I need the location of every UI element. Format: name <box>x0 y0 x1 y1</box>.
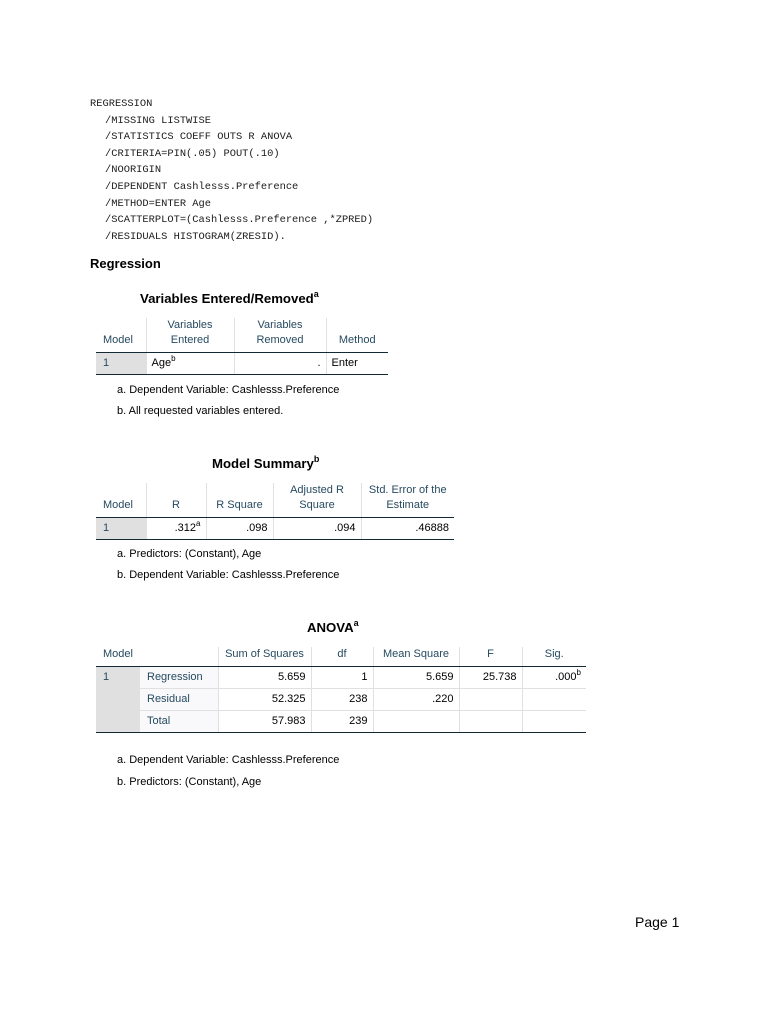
row-label-residual: Residual <box>140 689 218 711</box>
cell-df: 239 <box>311 711 373 733</box>
syntax-line: /MISSING LISTWISE <box>105 114 212 127</box>
cell-f: 25.738 <box>459 667 522 689</box>
syntax-line: /RESIDUALS HISTOGRAM(ZRESID). <box>105 230 286 243</box>
cell-sig <box>522 667 586 689</box>
variables-title-sup: a <box>313 289 319 299</box>
row-label-model: 1 <box>96 667 140 733</box>
row-label-model: 1 <box>96 353 146 375</box>
variables-entered-table <box>96 318 388 375</box>
anova-title-sup: a <box>353 618 359 628</box>
col-header-blank <box>140 647 218 667</box>
footnote: a. Dependent Variable: Cashlesss.Preference <box>117 754 340 766</box>
cell-df: 1 <box>311 667 373 689</box>
cell-ms: 5.659 <box>373 667 459 689</box>
cell-adj-r-square: .094 <box>273 518 361 540</box>
regression-syntax <box>90 96 373 245</box>
col-header-entered: Variables Entered <box>146 318 234 353</box>
section-heading: Regression <box>90 256 161 271</box>
syntax-line: /STATISTICS COEFF OUTS R ANOVA <box>105 131 293 144</box>
cell-r <box>146 518 206 540</box>
col-header-mean-square: Mean Square <box>373 647 459 667</box>
table-row <box>96 353 388 375</box>
table-row <box>96 518 454 540</box>
variables-table-title <box>140 291 319 306</box>
cell-sig <box>522 711 586 733</box>
anova-title-text: ANOVA <box>307 620 354 635</box>
col-header-df: df <box>311 647 373 667</box>
row-label-regression: Regression <box>140 667 218 689</box>
footnote: a. Predictors: (Constant), Age <box>117 548 262 560</box>
model-summary-title-sup: b <box>313 454 320 464</box>
footnote: a. Dependent Variable: Cashlesss.Preference <box>117 384 340 396</box>
col-header-model: Model <box>96 318 146 353</box>
variables-title-text: Variables Entered/Removed <box>140 291 314 306</box>
cell-sig-sup: b <box>576 668 581 677</box>
cell-df: 238 <box>311 689 373 711</box>
cell-removed: . <box>234 353 326 375</box>
model-summary-title <box>212 456 319 471</box>
syntax-line: REGRESSION <box>90 98 153 110</box>
table-row <box>96 667 586 689</box>
cell-entered-text: Age <box>151 357 172 369</box>
col-header-r: R <box>146 483 206 518</box>
col-header-adj-r-square: Adjusted R Square <box>273 483 361 518</box>
model-summary-title-text: Model Summary <box>212 456 314 471</box>
anova-title <box>307 620 359 635</box>
table-row <box>96 711 586 733</box>
page-number: Page 1 <box>635 914 680 930</box>
syntax-line: /CRITERIA=PIN(.05) POUT(.10) <box>105 147 280 160</box>
col-header-removed: Variables Removed <box>234 318 326 353</box>
cell-entered <box>146 353 234 375</box>
cell-ss: 57.983 <box>218 711 311 733</box>
table-row <box>96 689 586 711</box>
cell-ss: 52.325 <box>218 689 311 711</box>
cell-entered-sup: b <box>171 354 176 363</box>
col-header-std-error: Std. Error of the Estimate <box>361 483 454 518</box>
syntax-line: /METHOD=ENTER Age <box>105 197 212 210</box>
cell-r-square: .098 <box>206 518 273 540</box>
col-header-r-square: R Square <box>206 483 273 518</box>
row-label-total: Total <box>140 711 218 733</box>
cell-std-error: .46888 <box>361 518 454 540</box>
model-summary-table <box>96 483 454 540</box>
syntax-line: /NOORIGIN <box>105 164 162 177</box>
cell-r-text: .312 <box>174 522 197 534</box>
col-header-model: Model <box>96 483 146 518</box>
anova-table <box>96 647 586 733</box>
cell-sig <box>522 689 586 711</box>
cell-r-sup: a <box>196 519 201 528</box>
cell-f <box>459 711 522 733</box>
col-header-method: Method <box>326 318 388 353</box>
footnote: b. Dependent Variable: Cashlesss.Preference <box>117 569 340 581</box>
row-label-model: 1 <box>96 518 146 540</box>
footnote: b. All requested variables entered. <box>117 405 284 417</box>
footnote: b. Predictors: (Constant), Age <box>117 776 262 788</box>
col-header-f: F <box>459 647 522 667</box>
col-header-model: Model <box>96 647 140 667</box>
cell-ms <box>373 711 459 733</box>
cell-method: Enter <box>326 353 388 375</box>
cell-f <box>459 689 522 711</box>
cell-sig-text: .000 <box>555 671 577 683</box>
col-header-sig: Sig. <box>522 647 586 667</box>
syntax-line: /SCATTERPLOT=(Cashlesss.Preference ,*ZPRED) <box>105 214 374 227</box>
col-header-sum-of-squares: Sum of Squares <box>218 647 311 667</box>
cell-ms: .220 <box>373 689 459 711</box>
cell-ss: 5.659 <box>218 667 311 689</box>
syntax-line: /DEPENDENT Cashlesss.Preference <box>105 180 299 193</box>
